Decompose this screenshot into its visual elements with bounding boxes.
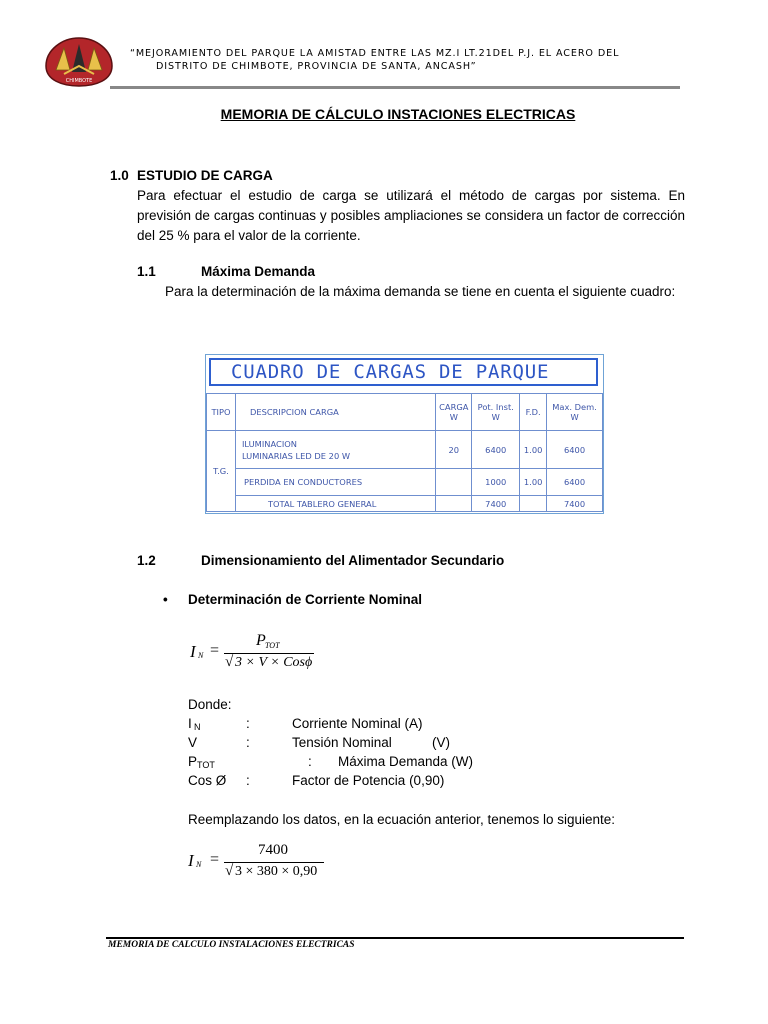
header-max-dem — [547, 394, 603, 431]
def-2-colon: : — [308, 754, 312, 769]
formula-2-numerator: 7400 — [258, 842, 288, 858]
cell-tipo: T.G. — [207, 431, 236, 512]
formula-1-sqrt-icon: √ — [225, 654, 234, 670]
bullet-heading: Determinación de Corriente Nominal — [188, 592, 423, 607]
header-maxd-label: Max. Dem. — [552, 402, 597, 412]
formula-1-denominator: 3 × V × Cosϕ — [235, 655, 313, 670]
formula-2-fraction-line — [224, 862, 324, 863]
formula-1-numerator-sub: TOT — [265, 641, 280, 650]
def-1-unit: (V) — [432, 735, 450, 750]
header-maxd-unit: W — [570, 412, 579, 422]
cell-carga-0: 20 — [436, 431, 472, 469]
cell-total-carga — [436, 496, 472, 512]
def-3-symbol: Cos Ø — [188, 773, 227, 788]
def-2-sub: TOT — [197, 760, 215, 770]
document-title: MEMORIA DE CÁLCULO INSTACIONES ELECTRICAS — [220, 106, 576, 122]
header-carga-unit: W — [449, 412, 458, 422]
header-line-2: DISTRITO DE CHIMBOTE, PROVINCIA DE SANTA, ANCASH” — [156, 61, 477, 72]
formula-1-lhs-sub: N — [198, 651, 204, 660]
formula-1-numerator: P — [256, 632, 266, 649]
table-row — [207, 431, 603, 469]
cell-pot-1: 1000 — [472, 469, 520, 496]
cell-total-fd — [520, 496, 547, 512]
def-0-symbol: I — [188, 716, 192, 731]
formula-2-sqrt-icon: √ — [225, 863, 234, 879]
table-title: CUADRO DE CARGAS DE PARQUE — [209, 358, 598, 386]
def-2-symbol: P — [188, 754, 198, 769]
def-0-sub: N — [194, 722, 201, 732]
header-tipo: TIPO — [207, 394, 236, 431]
section-1-2-heading: Dimensionamiento del Alimentador Secundario — [201, 553, 505, 568]
current-formula-substituted — [188, 842, 348, 888]
cell-total-desc: TOTAL TABLERO GENERAL — [235, 496, 435, 512]
formula-2-denominator: 3 × 380 × 0,90 — [235, 864, 318, 879]
formula-2-lhs-sub: N — [196, 860, 202, 869]
table-total-row — [207, 496, 603, 512]
def-1-symbol: V — [188, 735, 198, 750]
cell-desc-0-line-1: ILUMINACION — [241, 438, 298, 449]
cell-desc-0-line-2: LUMINARIAS LED DE 20 W — [241, 450, 351, 461]
header-rule — [110, 86, 680, 89]
header-fd: F.D. — [520, 394, 547, 431]
def-1-desc: Tensión Nominal — [292, 735, 392, 750]
section-1-1-heading: Máxima Demanda — [201, 264, 316, 279]
cell-maxd-0: 6400 — [547, 431, 603, 469]
section-1-1-paragraph: Para la determinación de la máxima demanda se tiene en cuenta el siguiente cuadro: — [165, 284, 676, 299]
formula-1-fraction-line — [224, 653, 314, 654]
header-pot-label: Pot. Inst. — [477, 402, 514, 412]
definition-row — [188, 754, 588, 773]
cell-total-maxd: 7400 — [547, 496, 603, 512]
cell-pot-0: 6400 — [472, 431, 520, 469]
project-header — [130, 47, 690, 73]
cell-desc-0 — [235, 431, 435, 469]
municipal-logo — [44, 36, 114, 88]
section-1-2-number: 1.2 — [137, 553, 156, 568]
def-0-colon: : — [246, 716, 250, 731]
def-3-desc: Factor de Potencia (0,90) — [292, 773, 445, 788]
header-descripcion: DESCRIPCION CARGA — [235, 394, 435, 431]
load-table — [205, 354, 604, 514]
formula-2-lhs: I — [188, 851, 194, 870]
bullet-icon: • — [163, 592, 168, 607]
header-pot-unit: W — [491, 412, 500, 422]
cell-fd-0: 1.00 — [520, 431, 547, 469]
formula-1-equals: = — [210, 642, 220, 659]
reemplazo-text: Reemplazando los datos, en la ecuación anterior, tenemos lo siguiente: — [188, 812, 616, 827]
section-1-paragraph: Para efectuar el estudio de carga se utilizará el método de cargas por sistema. En previsión de cargas continuas y posibles ampliaciones se considera un factor de corrección del 25 % para el valor de la corriente. — [137, 188, 685, 243]
table-header-row — [207, 394, 603, 431]
cell-maxd-1: 6400 — [547, 469, 603, 496]
logo-text: CHIMBOTE — [65, 78, 93, 84]
def-0-desc: Corriente Nominal (A) — [292, 716, 423, 731]
donde-label: Donde: — [188, 697, 232, 712]
definition-row — [188, 735, 588, 754]
def-3-colon: : — [246, 773, 250, 788]
definition-row — [188, 773, 588, 792]
formula-2-equals: = — [210, 851, 220, 868]
section-1-1-number: 1.1 — [137, 264, 156, 279]
definition-row — [188, 716, 588, 735]
header-pot-inst — [472, 394, 520, 431]
def-1-colon: : — [246, 735, 250, 750]
footer-text: MEMORIA DE CALCULO INSTALACIONES ELECTRICAS — [108, 940, 355, 950]
cell-fd-1: 1.00 — [520, 469, 547, 496]
header-carga-label: CARGA — [439, 402, 469, 412]
cell-total-pot: 7400 — [472, 496, 520, 512]
cell-carga-1 — [436, 469, 472, 496]
current-formula — [188, 628, 348, 678]
load-table-grid — [206, 393, 603, 512]
header-line-1: “MEJORAMIENTO DEL PARQUE LA AMISTAD ENTRE LAS MZ.I LT.21DEL P.J. EL ACERO DEL — [130, 48, 620, 59]
table-row — [207, 469, 603, 496]
header-carga — [436, 394, 472, 431]
formula-1-lhs: I — [190, 642, 196, 661]
section-1-number: 1.0 — [110, 168, 129, 183]
def-2-desc: Máxima Demanda (W) — [338, 754, 474, 769]
section-1-heading: ESTUDIO DE CARGA — [137, 168, 273, 183]
footer-rule — [106, 937, 684, 939]
cell-desc-1: PERDIDA EN CONDUCTORES — [235, 469, 435, 496]
